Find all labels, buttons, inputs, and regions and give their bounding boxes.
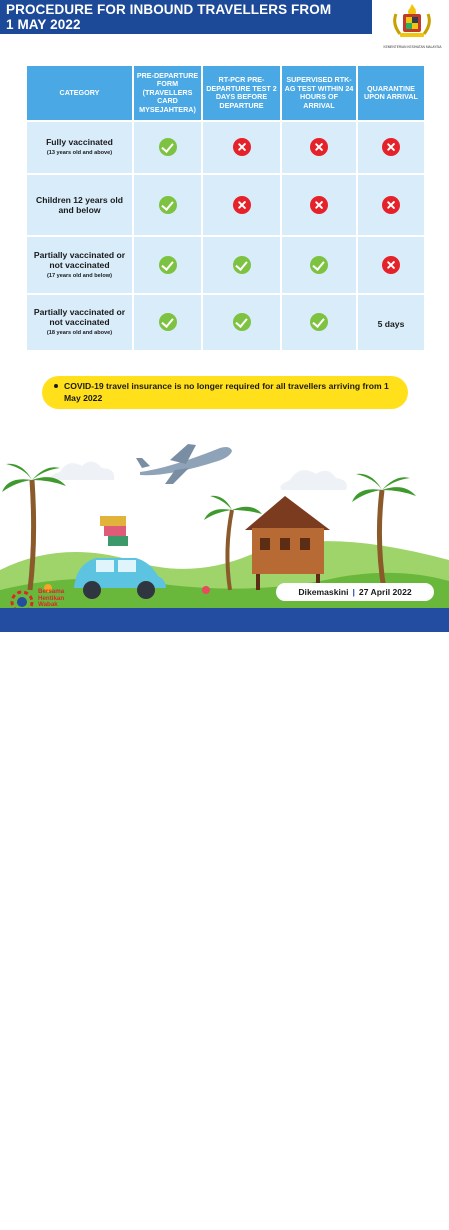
cross-icon <box>382 138 400 156</box>
check-icon <box>310 313 328 331</box>
updated-badge <box>276 583 434 601</box>
category-label: Partially vaccinated or not vaccinated <box>33 307 126 327</box>
insurance-note-text: COVID-19 travel insurance is no longer required for all travellers arriving from 1 May 2022 <box>64 381 389 403</box>
page-title: PROCEDURE FOR INBOUND TRAVELLERS FROM 1 MAY 2022 <box>6 2 332 32</box>
status-cell <box>357 236 425 294</box>
insurance-note <box>42 376 408 409</box>
status-cell <box>133 121 202 174</box>
category-note: (17 years old and below) <box>47 272 112 279</box>
status-cell <box>357 121 425 174</box>
check-icon <box>159 313 177 331</box>
status-cell <box>281 121 357 174</box>
category-label: Partially vaccinated or not vaccinated <box>33 249 126 270</box>
procedure-table <box>25 64 426 352</box>
status-cell <box>281 174 357 236</box>
status-cell <box>133 236 202 294</box>
status-cell <box>281 236 357 294</box>
status-cell <box>133 294 202 351</box>
check-icon <box>159 256 177 274</box>
hashtag: #ReopeningSafely <box>338 1219 417 1230</box>
table-row <box>26 121 425 174</box>
check-icon <box>233 313 251 331</box>
table-header-row <box>26 65 425 121</box>
column-header-pre-departure-form: PRE-DEPARTURE FORM (TRAVELLERS CARD MYSEJAHTERA) <box>133 65 202 121</box>
status-cell <box>202 174 281 236</box>
separator: | <box>352 587 355 597</box>
category-label: Fully vaccinated <box>46 137 113 147</box>
category-cell <box>26 294 133 351</box>
category-cell <box>26 121 133 174</box>
cross-icon <box>233 138 251 156</box>
table-row <box>26 236 425 294</box>
check-icon <box>159 138 177 156</box>
category-cell <box>26 174 133 236</box>
airplane-icon <box>136 444 232 484</box>
check-icon <box>233 256 251 274</box>
cloud-icon <box>51 461 114 480</box>
status-cell <box>202 294 281 351</box>
category-cell <box>26 236 133 294</box>
status-cell <box>202 121 281 174</box>
campaign-text: Bersama Hentikan Wabak <box>38 588 65 608</box>
cross-icon <box>310 138 328 156</box>
footer-bar <box>0 608 449 1230</box>
table-row <box>26 294 425 351</box>
updated-label: Dikemaskini <box>298 587 349 597</box>
cross-icon <box>382 256 400 274</box>
category-note: (13 years old and above) <box>46 150 113 156</box>
bullet-icon <box>54 384 58 388</box>
column-header-category: CATEGORY <box>26 65 133 121</box>
table-row <box>26 174 425 236</box>
cross-icon <box>382 196 400 214</box>
category-note: (18 years old and above) <box>46 330 113 336</box>
column-header-rt-pcr: RT-PCR PRE-DEPARTURE TEST 2 DAYS BEFORE DEPARTURE <box>202 65 281 121</box>
category-label: Children 12 years old and below <box>36 194 123 215</box>
cross-icon <box>233 196 251 214</box>
website-link[interactable]: www.mysafetravel.gov.my <box>82 1219 201 1230</box>
status-cell <box>202 236 281 294</box>
status-cell <box>357 174 425 236</box>
flower-icon <box>202 586 210 594</box>
check-icon <box>159 196 177 214</box>
cross-icon <box>310 196 328 214</box>
status-cell <box>133 174 202 236</box>
status-cell <box>357 294 425 351</box>
status-cell <box>281 294 357 351</box>
cloud-icon <box>280 470 347 490</box>
check-icon <box>310 256 328 274</box>
column-header-rtk-ag: SUPERVISED RTK-AG TEST WITHIN 24 HOURS OF ARRIVAL <box>281 65 357 121</box>
column-header-quarantine: QUARANTINE UPON ARRIVAL <box>357 65 425 121</box>
header-band <box>0 0 372 34</box>
crest-caption: KEMENTERIAN KESIHATAN MALAYSIA <box>383 45 442 49</box>
quarantine-days: 5 days <box>377 318 405 329</box>
updated-date: 27 April 2022 <box>358 587 412 597</box>
